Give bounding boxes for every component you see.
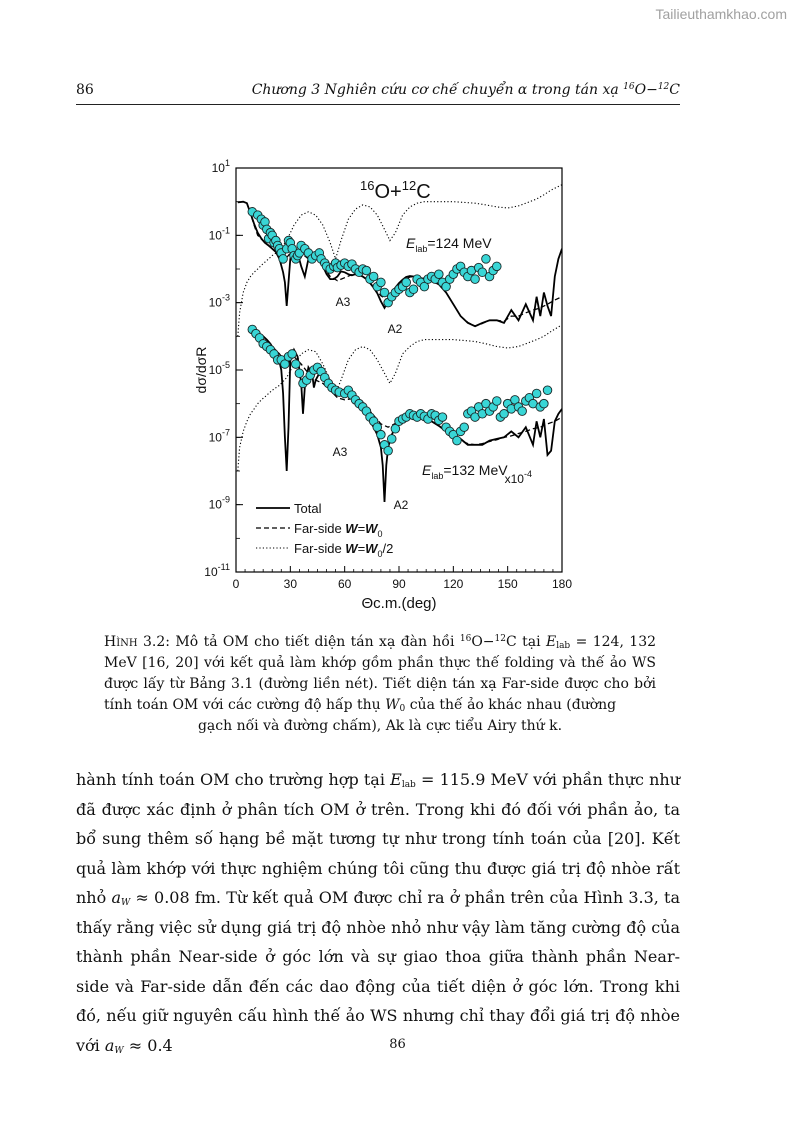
- data-point: [460, 423, 469, 432]
- data-point: [295, 369, 304, 378]
- series-dashed-line: [238, 202, 562, 327]
- chart-title: $^{16}$O+$^{12}$C: [360, 178, 431, 203]
- legend-label: Far-side $W=W_0/2$: [294, 541, 394, 559]
- y-tick-label: $10^{-9}$: [208, 494, 230, 512]
- x-tick-label: 0: [232, 577, 240, 591]
- data-point: [435, 270, 444, 279]
- legend-label: Total: [294, 501, 322, 516]
- data-point: [493, 262, 502, 271]
- data-point: [471, 275, 480, 284]
- series-dashed-line: [249, 328, 562, 445]
- y-tick-label: $10^1$: [211, 158, 230, 175]
- y-tick-label: $10^{-3}$: [208, 292, 230, 310]
- chapter-title: Chương 3 Nghiên cứu cơ chế chuyển α trong tán xạ $^{16}$O−$^{12}$C: [251, 82, 680, 98]
- footer-page-number: 86: [389, 1037, 406, 1052]
- data-point: [288, 350, 297, 359]
- series-solid-line: [238, 202, 562, 327]
- airy-minimum-label: A2: [387, 322, 403, 336]
- airy-minimum-label: A3: [332, 445, 348, 459]
- y-tick-label: $10^{-11}$: [204, 562, 230, 579]
- y-tick-label: $10^{-1}$: [208, 225, 230, 243]
- x-tick-label: 180: [551, 577, 573, 591]
- data-point: [377, 278, 386, 287]
- y-tick-label: $10^{-7}$: [208, 427, 230, 445]
- data-point: [518, 407, 527, 416]
- running-head: [76, 82, 680, 105]
- data-point: [279, 255, 288, 264]
- cross-section-figure: [180, 150, 600, 620]
- energy-label-124: $E_{lab}=124$ MeV: [406, 235, 492, 254]
- data-point: [543, 386, 552, 395]
- data-point: [453, 436, 462, 445]
- data-point: [532, 389, 541, 398]
- header-page-number: 86: [76, 82, 94, 98]
- data-point: [402, 278, 411, 287]
- data-point: [377, 430, 386, 439]
- x-tick-label: 30: [283, 577, 298, 591]
- data-point: [493, 397, 502, 406]
- caption-label: Hình 3.2:: [104, 634, 171, 650]
- x-axis-label: Θc.m.(deg): [361, 595, 437, 612]
- legend-label: Far-side $W=W_0$: [294, 521, 383, 539]
- data-point: [409, 285, 418, 294]
- x-tick-label: 120: [443, 577, 464, 591]
- figure-caption: Hình 3.2: Mô tả OM cho tiết diện tán xạ đàn hồi $^{16}$O−$^{12}$C tại $E_{lab} = 124$, 132 MeV [16, 20] với kết quả làm khớp gồm phần thực thế folding và thế ảo WS được lấy từ Bảng 3.1 (đường liền nét). Tiết diện tán xạ Far-side được cho bởi tính toán OM với các cường độ hấp thụ $W_0$ của thế ảo khác nhau (đường gạch nối và đường chấm), Ak là cực tiểu Airy thứ k.: [104, 632, 656, 737]
- data-point: [369, 272, 378, 281]
- body-paragraph: hành tính toán OM cho trường hợp tại $E_{lab} = 115.9$ MeV với phần thực như đã được xác định ở phân tích OM ở trên. Trong khi đó đối với phần ảo, ta bổ sung thêm số hạng bề mặt tương tự như trong tính toán của [20]. Kết quả làm khớp với thực nghiệm chúng tôi cũng thu được giá trị độ nhòe rất nhỏ $a_W \approx 0.08$ fm. Từ kết quả OM được chỉ ra ở phần trên của Hình 3.3, ta thấy rằng việc sử dụng giá trị độ nhòe nhỏ như vậy làm tăng cường độ của thành phần Near-side ở góc lớn và sự giao thoa giữa thành phần Near-side và Far-side dẫn đến các dao động của tiết diện ở góc lớn. Trong khi đó, nếu giữ nguyên cấu hình thế ảo WS nhưng chỉ thay đổi giá trị độ nhòe với $a_W \approx 0.4$: [76, 770, 681, 1056]
- data-point: [482, 255, 491, 264]
- y-tick-label: $10^{-5}$: [208, 360, 230, 377]
- cross-section-chart: [180, 150, 600, 620]
- y-axis-label: dσ/dσR: [193, 346, 209, 394]
- airy-minimum-label: A2: [393, 498, 409, 512]
- scale-note: $x10^{-4}$: [504, 469, 532, 486]
- x-tick-label: 90: [392, 577, 406, 591]
- data-point: [384, 446, 393, 455]
- data-point: [540, 399, 549, 408]
- energy-label-132: $E_{lab}=132$ MeV: [422, 462, 508, 481]
- caption-last-line: gạch nối và đường chấm), Ak là cực tiểu Airy thứ k.: [197, 718, 563, 734]
- x-tick-label: 60: [337, 577, 352, 591]
- watermark: Tailieuthamkhao.com: [655, 6, 787, 22]
- data-point: [291, 360, 300, 369]
- x-tick-label: 150: [497, 577, 518, 591]
- data-point: [438, 413, 447, 422]
- data-point: [362, 266, 371, 275]
- data-point: [387, 435, 396, 444]
- airy-minimum-label: A3: [335, 295, 351, 309]
